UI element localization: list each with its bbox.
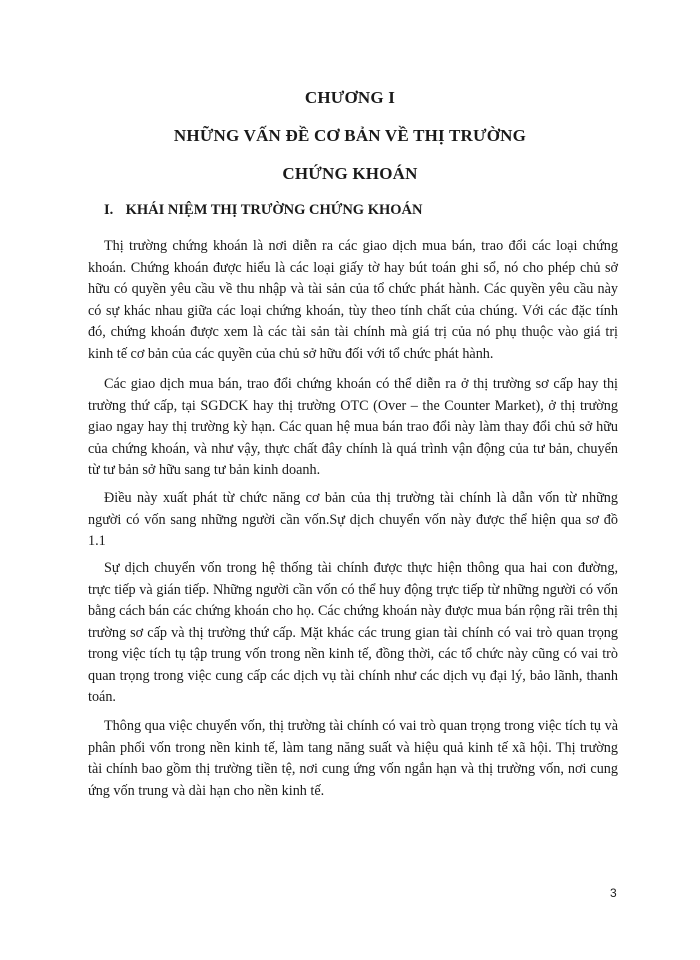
section-numeral: I. xyxy=(104,202,114,218)
paragraph: Thông qua việc chuyển vốn, thị trường tài chính có vai trò quan trọng trong việc tích tụ và phân phối vốn trong nền kinh tế, làm tang năng suất và hiệu quả kinh tế xã hội. Thị trường tài chính bao gồm thị trường tiền tệ, nơi cung ứng vốn ngắn hạn và thị trường vốn, nơi cung ứng vốn trung và dài hạn cho nền kinh tế. xyxy=(88,718,618,799)
chapter-title-line-2: CHỨNG KHOÁN xyxy=(282,164,418,183)
page-number: 3 xyxy=(610,886,617,900)
paragraph: Điều này xuất phát từ chức năng cơ bản của thị trường tài chính là dẫn vốn từ những người có vốn sang những người cần vốn.Sự dịch chuyển vốn này được thể hiện qua sơ đồ 1.1 xyxy=(88,490,618,549)
paragraph: Thị trường chứng khoán là nơi diễn ra các giao dịch mua bán, trao đổi các loại chứng khoán. Chứng khoán được hiểu là các loại giấy tờ hay bút toán ghi sổ, nó cho phép chủ sở hữu có quyền yêu cầu về thu nhập và tài sản của tổ chức phát hành. Các quyền yêu cầu này có sự khác nhau giữa các loại chứng khoán, tùy theo tính chất của chúng. Với các đặc tính đó, chứng khoán được xem là các tài sản tài chính mà giá trị của nó phụ thuộc vào giá trị kinh tế cơ bản của các quyền của chủ sở hữu đối với tổ chức phát hành. xyxy=(88,238,618,362)
section-title: KHÁI NIỆM THỊ TRƯỜNG CHỨNG KHOÁN xyxy=(125,202,423,218)
chapter-title-line-1: NHỮNG VẤN ĐỀ CƠ BẢN VỀ THỊ TRƯỜNG xyxy=(173,126,527,145)
paragraph: Sự dịch chuyển vốn trong hệ thống tài chính được thực hiện thông qua hai con đường, trực tiếp và gián tiếp. Những người cần vốn có thể huy động trực tiếp từ những người có vốn bằng cách bán các chứng khoán cho họ. Các chứng khoán này được mua bán rộng rãi trên thị trường sơ cấp và thị trường thứ cấp. Mặt khác các trung gian tài chính có vai trò quan trọng trong việc tích tụ tập trung vốn trong nền kinh tế, đồng thời, các tổ chức này cũng có vai trò quan trọng trong việc cung cấp các dịch vụ tài chính như các dịch vụ đại lý, bảo lãnh, thanh toán. xyxy=(88,560,618,705)
chapter-number: CHƯƠNG I xyxy=(304,88,396,107)
section-heading xyxy=(104,202,423,219)
paragraph: Các giao dịch mua bán, trao đổi chứng khoán có thể diễn ra ở thị trường sơ cấp hay thị trường thứ cấp, tại SGDCK hay thị trường OTC (Over – the Counter Market), ở thị trường giao ngay hay thị trường kỳ hạn. Các quan hệ mua bán trao đổi này làm thay đổi chủ sở hữu của chứng khoán, và như vậy, thực chất đây chính là quá trình vận động của tư bản, chuyển từ tư bản sở hữu sang tư bản kinh doanh. xyxy=(88,376,618,478)
